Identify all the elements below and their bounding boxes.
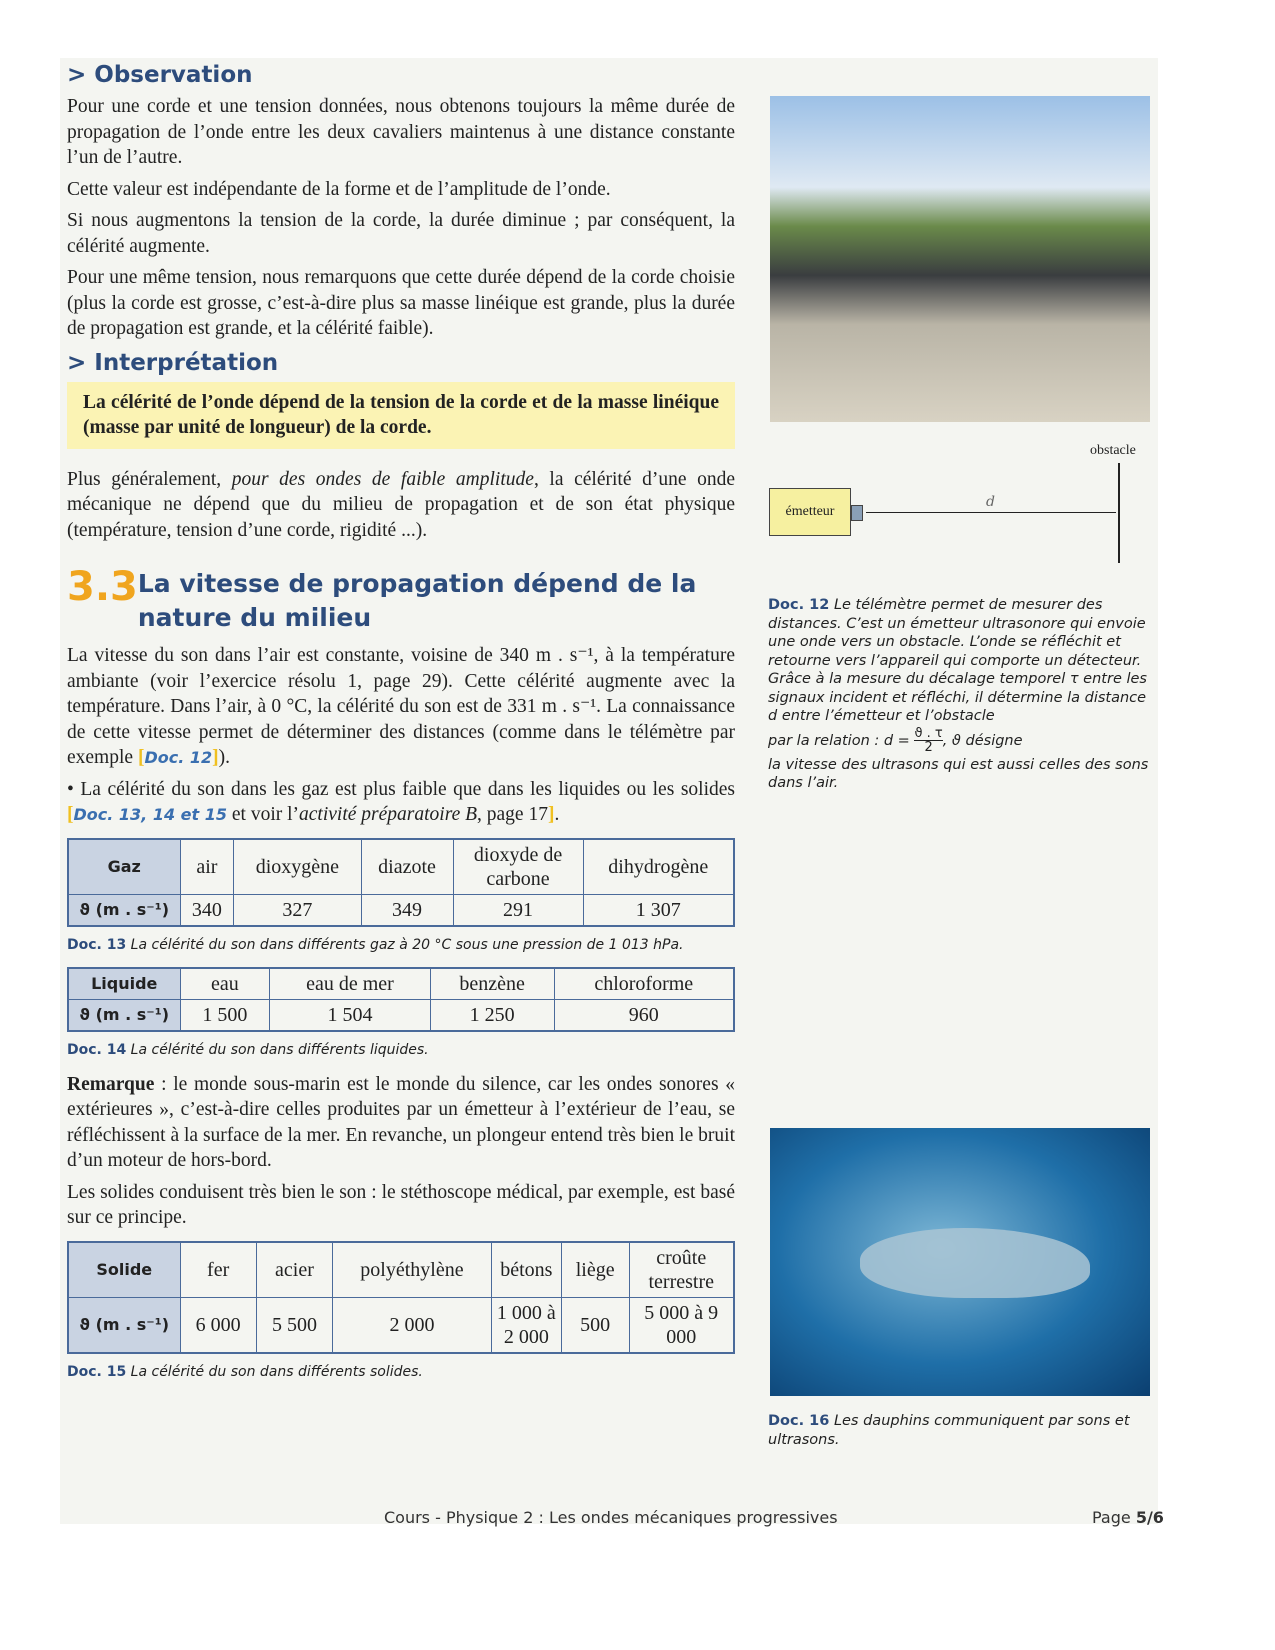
table-cell: dioxygène <box>234 839 361 895</box>
text: : le monde sous-marin est le monde du silence, car les ondes sonores « extérieures », c’est-à-dire celles produites par un émetteur à l’extérieur de l’eau, se réfléchissent à la surface de la mer. En revanche, un plongeur entend très bien le bruit d’un moteur de hors-bord. <box>67 1073 735 1171</box>
caption-text: , ϑ désigne <box>942 732 1023 749</box>
table-cell: eau de mer <box>270 968 431 1000</box>
table-cell: air <box>180 839 234 895</box>
table-cell: 327 <box>234 894 361 926</box>
doc15-caption <box>67 1364 735 1380</box>
paragraph <box>67 467 735 544</box>
table-cell: 2 000 <box>333 1297 492 1353</box>
footer-title: Cours - Physique 2 : Les ondes mécaniques progressives <box>384 1508 838 1527</box>
paragraph: Si nous augmentons la tension de la corde, la durée diminue ; par conséquent, la célérité augmente. <box>67 210 735 257</box>
doc13-table <box>67 838 735 927</box>
caption-text: par la relation : d = <box>768 732 910 749</box>
text: , page 17 <box>477 804 548 825</box>
text: ). <box>218 747 230 768</box>
table-cell: chloroforme <box>554 968 734 1000</box>
page-label: Page <box>1092 1508 1136 1527</box>
table-cell: 6 000 <box>180 1297 256 1353</box>
table-cell: benzène <box>430 968 554 1000</box>
dolphin-photo <box>770 1128 1150 1396</box>
remark-paragraph <box>67 1072 735 1174</box>
text: , la célérité d’une onde mécanique ne dépend que du milieu de propagation et de son état physique (température, tension d’une corde, rigidité ...). <box>67 468 736 541</box>
table-cell: bétons <box>491 1242 561 1298</box>
table-cell: 349 <box>361 894 453 926</box>
text: La vitesse du son dans l’air est constante, voisine de 340 m . s⁻¹, à la température ambiante (voir l’exercice résolu 1, page 29). Cette célérité augmente avec la température. Dans l’air, à 0 °C, la célérité du son est de 331 m . s⁻¹. La connaissance de cette vitesse permet de déterminer des distances (comme dans le télémètre par exemple <box>67 645 735 768</box>
caption-text: La célérité du son dans différents solides. <box>130 1363 423 1380</box>
obstacle-line <box>1118 463 1120 563</box>
doc-label: Doc. 16 <box>768 1413 830 1429</box>
doc-label: Doc. 13 <box>67 936 127 953</box>
distance-arrow <box>866 512 1116 513</box>
emitter-box: émetteur <box>769 488 851 536</box>
doc15-table <box>67 1241 735 1354</box>
caption-text: Les dauphins communiquent par sons et ultrasons. <box>768 1413 1130 1448</box>
table-cell: liège <box>561 1242 629 1298</box>
doc-link[interactable]: Doc. 12 <box>144 748 213 767</box>
page-value: 5/6 <box>1135 1508 1164 1527</box>
section-heading <box>67 564 735 635</box>
doc12-caption <box>768 596 1150 793</box>
surveyor-photo <box>770 96 1150 422</box>
numerator: ϑ . τ <box>914 726 943 741</box>
table-cell: 1 250 <box>430 999 554 1031</box>
caption-text: la vitesse des ultrasons qui est aussi celles des sons dans l’air. <box>768 756 1149 791</box>
table-cell: eau <box>180 968 270 1000</box>
paragraph: La vitesse du son dans l’air est constante, voisine de 340 m . s⁻¹, à la température ambiante (voir l’exercice résolu 1, page 29). Cette célérité augmente avec la température. Dans l’air, à 0 °C, la célérité du son est de 331 m . s⁻¹. La connaissance de cette vitesse permet de déterminer des distances (comme dans le télémètre par exemple [Doc. 12]). <box>67 645 735 768</box>
section-title: La vitesse de propagation dépend de la nature du milieu <box>137 569 697 632</box>
text: activité préparatoire B <box>299 804 478 825</box>
paragraph: Les solides conduisent très bien le son : le stéthoscope médical, par exemple, est basé sur ce principe. <box>67 1181 735 1228</box>
doc13-caption <box>67 937 735 953</box>
table-header: ϑ (m . s⁻¹) <box>68 894 180 926</box>
table-cell: polyéthylène <box>333 1242 492 1298</box>
table-cell: dioxyde de carbone <box>453 839 583 895</box>
text: et voir l’ <box>227 804 300 825</box>
table-header: Liquide <box>68 968 180 1000</box>
observation-heading: > Observation <box>67 62 253 88</box>
table-cell: 1 307 <box>583 894 734 926</box>
table-cell: 1 504 <box>270 999 431 1031</box>
paragraph: Pour une corde et une tension données, nous obtenons toujours la même durée de propagation de l’onde entre les deux cavaliers maintenus à une distance constante l’un de l’autre. <box>67 96 735 168</box>
key-statement: La célérité de l’onde dépend de la tension de la corde et de la masse linéique (masse par unité de longueur) de la corde. <box>67 382 735 449</box>
doc-label: Doc. 15 <box>67 1363 127 1380</box>
table-cell: fer <box>180 1242 256 1298</box>
section-number: 3.3 <box>67 564 138 610</box>
table-cell: 500 <box>561 1297 629 1353</box>
table-cell: 960 <box>554 999 734 1031</box>
table-cell: 340 <box>180 894 234 926</box>
table-header: ϑ (m . s⁻¹) <box>68 999 180 1031</box>
caption-text: La célérité du son dans différents liquides. <box>130 1041 429 1058</box>
page-number <box>1092 1508 1164 1527</box>
table-cell: croûte terrestre <box>629 1242 734 1298</box>
doc16-caption <box>768 1412 1150 1449</box>
table-cell: diazote <box>361 839 453 895</box>
table-header: Solide <box>68 1242 180 1298</box>
caption-text: Le télémètre permet de mesurer des distances. C’est un émetteur ultrasonore qui envoie une onde vers un obstacle. L’onde se réfléchit et retourne vers l’appareil qui comporte un détecteur. <box>768 597 1146 669</box>
table-header: Gaz <box>68 839 180 895</box>
doc-link[interactable]: Doc. 13, 14 et 15 <box>73 805 227 824</box>
paragraph: • La célérité du son dans les gaz est plus faible que dans les liquides ou les solides [Doc. 13, 14 et 15 et voir l’activité préparatoire B, page 17]. <box>67 778 735 825</box>
table-cell: 1 500 <box>180 999 270 1031</box>
left-column <box>67 62 735 1394</box>
doc14-caption <box>67 1042 735 1058</box>
table-cell: acier <box>256 1242 332 1298</box>
table-header: ϑ (m . s⁻¹) <box>68 1297 180 1353</box>
obstacle-label: obstacle <box>1090 443 1136 458</box>
paragraph: Cette valeur est indépendante de la forme et de l’amplitude de l’onde. <box>67 178 611 200</box>
denominator: 2 <box>924 740 933 755</box>
table-cell: 5 000 à 9 000 <box>629 1297 734 1353</box>
remark-label: Remarque <box>67 1073 155 1095</box>
text: • La célérité du son dans les gaz est plus faible que dans les liquides ou les solides <box>67 778 735 800</box>
doc14-table <box>67 967 735 1032</box>
table-cell: dihydrogène <box>583 839 734 895</box>
doc-label: Doc. 12 <box>768 597 830 613</box>
distance-label: d <box>986 494 995 510</box>
formula-fraction <box>914 727 942 754</box>
dolphin-shape <box>860 1228 1090 1298</box>
caption-text: Grâce à la mesure du décalage temporel τ entre les signaux incident et réfléchi, il détermine la distance d entre l’émetteur et l’obstacle <box>768 671 1147 724</box>
doc-label: Doc. 14 <box>67 1041 127 1058</box>
paragraph: Pour une même tension, nous remarquons que cette durée dépend de la corde choisie (plus la corde est grosse, c’est-à-dire plus sa masse linéique est grande, plus la durée de propagation est grande, et la célérité faible). <box>67 267 735 339</box>
caption-text: La célérité du son dans différents gaz à 20 °C sous une pression de 1 013 hPa. <box>130 936 684 953</box>
emitter-sensor <box>851 505 863 521</box>
table-cell: 291 <box>453 894 583 926</box>
text: Plus généralement, <box>67 468 232 490</box>
text: pour des ondes de faible amplitude <box>231 468 534 490</box>
table-cell: 5 500 <box>256 1297 332 1353</box>
table-cell: 1 000 à 2 000 <box>491 1297 561 1353</box>
interpretation-heading: > Interprétation <box>67 349 279 376</box>
